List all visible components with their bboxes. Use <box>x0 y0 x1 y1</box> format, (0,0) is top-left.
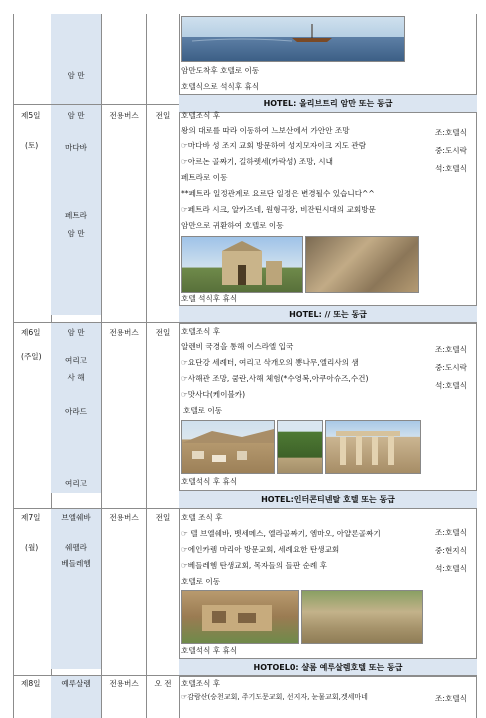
itinerary-line: 호텔조식 후 <box>181 327 221 336</box>
city: 암 만 <box>67 328 85 337</box>
itinerary-line: 호텔로 이동 <box>181 577 221 586</box>
itinerary-line: **페트라 일정관계로 요르단 일정은 변경될수 있습니다^^ <box>181 189 375 198</box>
meal: 중:도시락 <box>435 363 467 372</box>
itinerary-line: ☞마다바 성 조지 교회 방문하여 성지모자이크 지도 관람 <box>181 141 367 150</box>
weekday-label: (주일) <box>21 352 42 361</box>
ruins-photo <box>325 420 421 474</box>
sycamore-tree-photo <box>277 420 323 474</box>
transport: 전용버스 <box>109 328 139 337</box>
city: 여리고 <box>64 479 87 488</box>
continuation-line-2: 호텔식으로 석식후 휴식 <box>181 82 260 91</box>
church-photo <box>181 236 303 293</box>
day-label: 제7일 <box>21 513 41 522</box>
mosaic-map-photo <box>305 236 419 293</box>
itinerary-line: 호텔조식 후 <box>181 111 221 120</box>
time: 전일 <box>155 111 171 120</box>
meal: 석:호텔식 <box>435 164 467 173</box>
city: 페트라 <box>64 211 87 220</box>
transport: 전용버스 <box>109 679 139 688</box>
city: 암 만 <box>67 111 85 120</box>
city: 브엘쉐바 <box>61 513 91 522</box>
city: 마다바 <box>64 143 87 152</box>
itinerary-line: 호텔로 이동 <box>183 406 223 415</box>
hotel-bar: HOTOEL0: 샬롬 예루살렘호텔 또는 동급 <box>179 658 477 677</box>
itinerary-line: 암만으로 귀환하여 호텔로 이동 <box>181 221 284 230</box>
itinerary-line: ☞페트라 시크, 알카즈네, 원형극장, 비잔틴시대의 교회방문 <box>181 205 376 214</box>
city: 베들레헴 <box>61 559 91 568</box>
weekday-label: (토) <box>25 141 39 150</box>
day-label: 제5일 <box>21 111 41 120</box>
weekday-label: (월) <box>25 543 39 552</box>
itinerary-line: ☞베들레헴 탄생교회, 목자들의 들판 순례 후 <box>181 561 327 570</box>
continuation-line-1: 암만도착후 호텔로 이동 <box>181 66 260 75</box>
itinerary-line: ☞ 텔 브엘쉐바, 벳세메스, 엘라골짜기, 엠마오, 아얄론골짜기 <box>181 529 381 538</box>
itinerary-line: 페트라로 이동 <box>181 173 228 182</box>
lake-boat-photo <box>181 16 405 62</box>
city: 여리고 <box>64 356 87 365</box>
after-line: 호텔석식 후 휴식 <box>181 477 238 486</box>
city: 아라드 <box>64 407 87 416</box>
after-line: 호텔석식 후 휴식 <box>181 646 238 655</box>
hotel-bar: HOTEL: // 또는 동급 <box>179 305 477 324</box>
time: 전일 <box>155 328 171 337</box>
meal: 중:현지식 <box>435 546 467 555</box>
day-label: 제6일 <box>21 328 41 337</box>
city-amman: 암 만 <box>67 71 85 80</box>
city: 암 만 <box>67 229 85 238</box>
transport: 전용버스 <box>109 513 139 522</box>
meal: 석:호텔식 <box>435 564 467 573</box>
shephelah-photo <box>301 590 423 644</box>
itinerary-line: 호텔 조식 후 <box>181 513 223 522</box>
hotel-bar: HOTEL:인터콘티넨탈 호텔 또는 동급 <box>179 490 477 509</box>
hotel-bar-amman: HOTEL: 올리브트리 암만 또는 동급 <box>179 94 477 113</box>
day-label: 제8일 <box>21 679 41 688</box>
time: 오 전 <box>154 679 172 688</box>
after-line: 호텔 석식후 휴식 <box>181 294 238 303</box>
city: 사 해 <box>67 373 85 382</box>
time: 전일 <box>155 513 171 522</box>
itinerary-table <box>13 14 477 718</box>
itinerary-line: ☞요단강 세례터, 여리고 삭개오의 뽕나무,엘리사의 샘 <box>181 358 359 367</box>
tel-beersheba-photo <box>181 590 299 644</box>
meal: 조:호텔식 <box>435 128 467 137</box>
meal: 조:호텔식 <box>435 345 467 354</box>
meal: 석:호텔식 <box>435 381 467 390</box>
jericho-town-photo <box>181 420 275 474</box>
itinerary-line: 호텔조식 후 <box>181 679 221 688</box>
city: 쉐펠라 <box>64 543 87 552</box>
itinerary-line: ☞감람산(승천교회, 주기도문교회, 선지자, 눈물교회,겟세마네 <box>181 693 368 701</box>
meal: 조:호텔식 <box>435 694 467 703</box>
meal: 중:도시락 <box>435 146 467 155</box>
meal: 조:호텔식 <box>435 528 467 537</box>
transport: 전용버스 <box>109 111 139 120</box>
itinerary-line: ☞사해관 조망, 쿰란,사해 체험(*수영복,아쿠아슈즈,수건) <box>181 374 369 383</box>
city: 예루살렘 <box>61 679 91 688</box>
itinerary-line: 알렌비 국경을 통해 이스라엘 입국 <box>181 342 294 351</box>
itinerary-line: ☞맛사다(케이블카) <box>181 390 246 399</box>
itinerary-line: 왕의 대로를 따라 이동하여 느보산에서 가안안 조망 <box>181 126 350 135</box>
itinerary-line: ☞에인카렘 마리아 방문교회, 세례요한 탄생교회 <box>181 545 340 554</box>
itinerary-line: ☞아르논 골짜기, 길하렛세(카락성) 조망, 시내 <box>181 157 333 166</box>
